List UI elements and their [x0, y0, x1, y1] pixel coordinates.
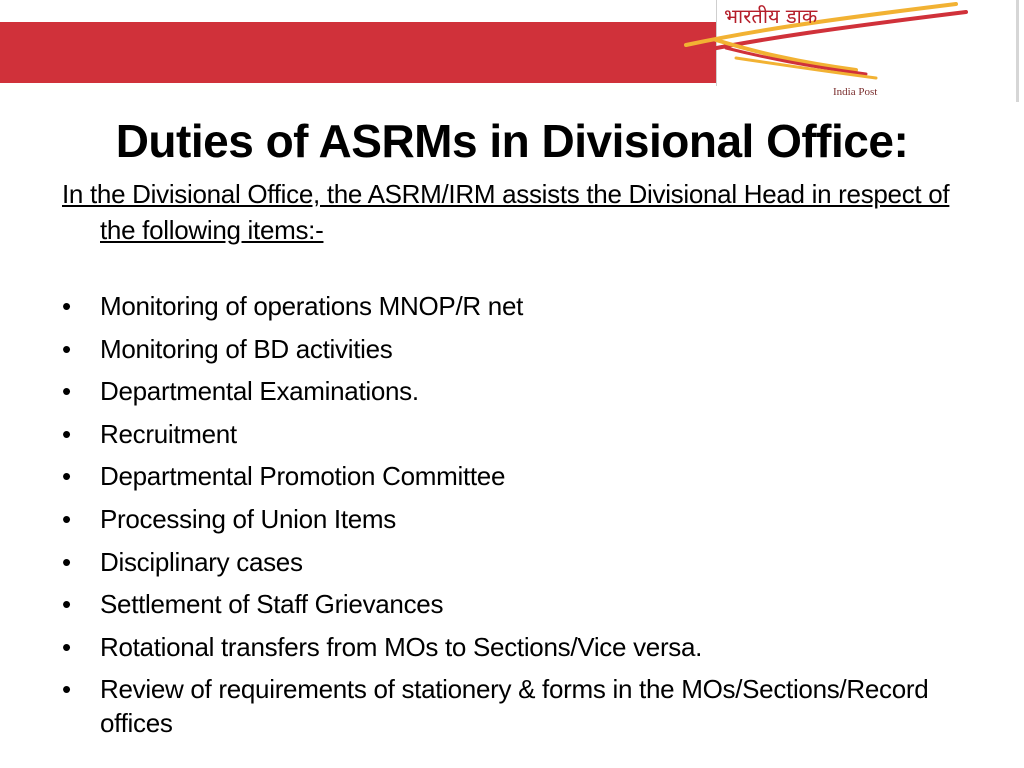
- list-item-text: Disciplinary cases: [100, 546, 303, 577]
- list-item-text: Monitoring of operations MNOP/R net: [100, 291, 524, 321]
- header-red-band: [0, 22, 716, 83]
- slide-title: Duties of ASRMs in Divisional Office:: [115, 115, 909, 167]
- list-item: [62, 289, 962, 323]
- bullet-icon: •: [62, 418, 71, 449]
- bullet-icon: •: [62, 461, 71, 492]
- list-item: [62, 545, 962, 579]
- list-item: [62, 587, 962, 621]
- logo-edge: [1016, 0, 1019, 102]
- bullet-icon: •: [62, 503, 71, 534]
- list-item: [62, 672, 962, 740]
- logo-caption: India Post: [833, 86, 878, 98]
- bullet-icon: •: [62, 333, 71, 364]
- list-item: [62, 374, 962, 408]
- list-item-text: Review of requirements of stationery & forms in the MOs/Sections/Record offices: [100, 674, 929, 739]
- list-item-text: Departmental Examinations.: [100, 376, 419, 407]
- list-item-text: Rotational transfers from MOs to Sections/Vice versa.: [100, 631, 703, 662]
- list-item: [62, 332, 962, 366]
- list-item-text: Departmental Promotion Committee: [100, 461, 506, 492]
- bullet-icon: •: [62, 546, 71, 577]
- list-item-text: Recruitment: [100, 418, 237, 449]
- bullet-icon: •: [62, 631, 71, 662]
- list-item: [62, 417, 962, 451]
- list-item: [62, 459, 962, 493]
- list-item: [62, 502, 962, 536]
- bullet-icon: •: [62, 674, 71, 705]
- duties-list: [62, 289, 962, 749]
- intro-text: In the Divisional Office, the ASRM/IRM assists the Divisional Head in respect of the following items:-: [62, 179, 950, 245]
- bullet-icon: •: [62, 376, 71, 407]
- list-item: [62, 630, 962, 664]
- list-item-text: Processing of Union Items: [100, 503, 396, 534]
- list-item-text: Monitoring of BD activities: [100, 333, 393, 364]
- bullet-icon: •: [62, 589, 71, 620]
- wings-icon: [676, 0, 976, 82]
- india-post-logo: [716, 0, 1016, 102]
- bullet-icon: •: [62, 291, 71, 321]
- list-item-text: Settlement of Staff Grievances: [100, 589, 444, 620]
- logo-hindi-text: भारतीय डाक: [724, 4, 818, 28]
